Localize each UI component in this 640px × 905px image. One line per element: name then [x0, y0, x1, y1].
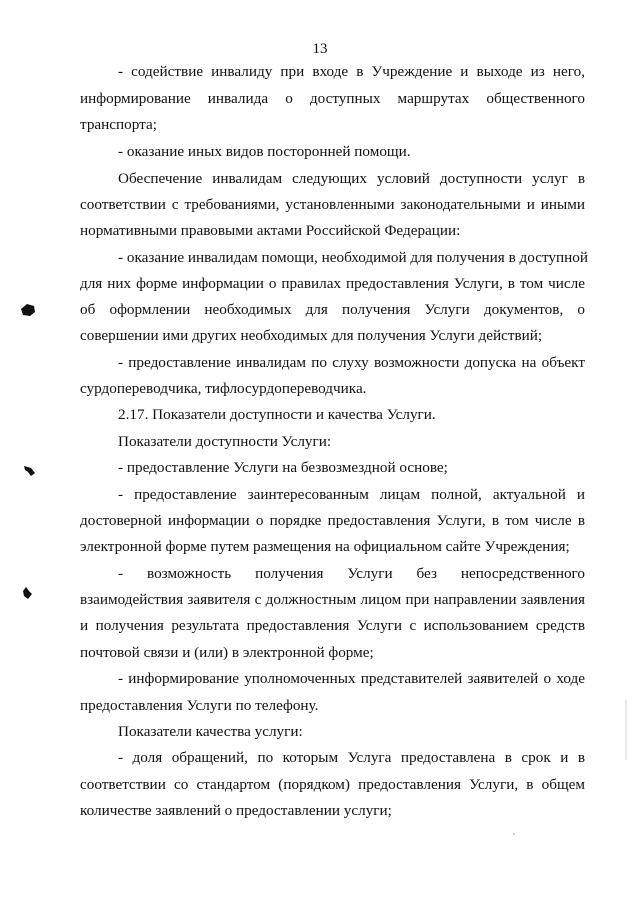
text-line: электронной форме путем размещения на официальном сайте Учреждения; [80, 538, 570, 555]
text-line: совершении ими других необходимых для получения Услуги действий; [80, 327, 543, 344]
scan-smudge-mark [22, 463, 38, 479]
section-heading: 2.17. Показатели доступности и качества Услуги. [118, 406, 436, 423]
text-line: информирование инвалида о доступных маршрутах общественного [80, 90, 585, 107]
text-line: взаимодействия заявителя с должностным лицом при направлении заявления [80, 591, 585, 608]
text-line: нормативными правовыми актами Российской Федерации: [80, 222, 461, 239]
text-line: количестве заявлений о предоставлении услуги; [80, 802, 392, 819]
page-number: 13 [312, 41, 328, 57]
text-line: для них форме информации о правилах предоставления Услуги, в том числе [80, 275, 585, 292]
text-line: - предоставление заинтересованным лицам полной, актуальной и [118, 486, 585, 503]
text-line: Показатели доступности Услуги: [118, 433, 332, 450]
text-line: об оформлении необходимых для получения Услуги документов, о [80, 301, 585, 318]
text-line: достоверной информации о порядке предоставления Услуги, в том числе в [80, 512, 585, 529]
scan-smudge-mark [20, 585, 34, 601]
text-line: - предоставление инвалидам по слуху возможности допуска на объект [118, 354, 585, 371]
text-line: соответствии с требованиями, установленными законодательными и иными [80, 196, 585, 213]
text-line: соответствии со стандартом (порядком) предоставления Услуги, в общем [80, 776, 585, 793]
text-line: - предоставление Услуги на безвозмездной основе; [118, 459, 448, 476]
text-line: - возможность получения Услуги без непосредственного [118, 565, 585, 582]
text-line: - доля обращений, по которым Услуга предоставлена в срок и в [118, 749, 585, 766]
text-line: - оказание инвалидам помощи, необходимой для получения в доступной [118, 249, 588, 266]
text-line: предоставления Услуги по телефону. [80, 697, 319, 714]
scan-smudge-mark [18, 300, 38, 320]
text-line: транспорта; [80, 116, 157, 133]
text-line: - информирование уполномоченных представителей заявителей о ходе [118, 670, 585, 687]
text-line: Обеспечение инвалидам следующих условий доступности услуг в [118, 170, 585, 187]
text-line: почтовой связи и (или) в электронной форме; [80, 644, 374, 661]
text-line: сурдопереводчика, тифлосурдопереводчика. [80, 380, 367, 397]
text-line: - содействие инвалиду при входе в Учреждение и выходе из него, [118, 63, 585, 80]
scan-speck [624, 700, 628, 760]
text-line: и получения результата предоставления Услуги с использованием средств [80, 617, 585, 634]
scan-speck [512, 832, 516, 836]
text-line: Показатели качества услуги: [118, 723, 303, 740]
text-line: - оказание иных видов посторонней помощи. [118, 143, 411, 160]
